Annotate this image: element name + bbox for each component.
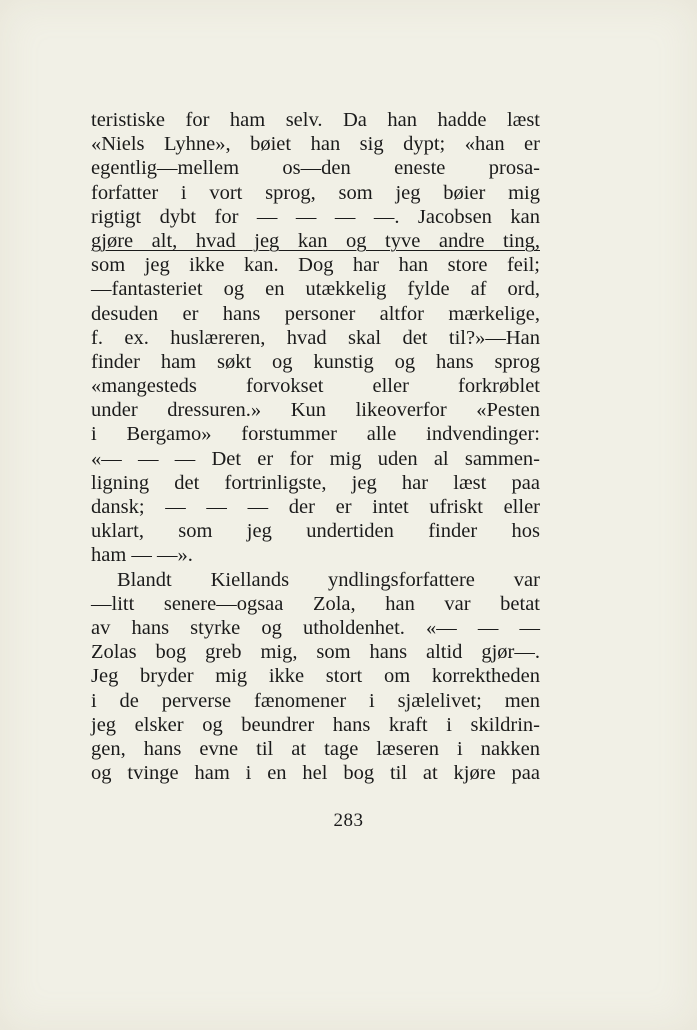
text-line-20: Blandt Kiellands yndlingsforfattere var (117, 568, 540, 591)
text-line-28: og tvinge ham i en hel bog til at kjøre paa (91, 762, 540, 785)
text-line-27: gen, hans evne til at tage læseren i nakken (91, 737, 540, 760)
text-line-24: Jeg bryder mig ikke stort om korrektheden (91, 665, 540, 688)
body-text (91, 108, 540, 785)
text-line-1: teristiske for ham selv. Da han hadde læst (91, 109, 540, 131)
text-line-9: desuden er hans personer altfor mærkelige, (91, 302, 540, 325)
text-line-5: rigtigt dybt for — — — —. Jacobsen kan (91, 205, 540, 228)
text-line-15: «— — — Det er for mig uden al sammen- (91, 447, 540, 470)
text-line-3: egentlig—mellem os—den eneste prosa- (91, 157, 540, 180)
text-line-12: «mangesteds forvokset eller forkrøblet (91, 375, 540, 398)
text-line-7: som jeg ikke kan. Dog har han store feil; (91, 254, 540, 277)
text-line-26: jeg elsker og beundrer hans kraft i skildrin- (91, 713, 540, 736)
text-line-16: ligning det fortrinligste, jeg har læst paa (91, 471, 540, 494)
text-line-19: ham — —». (91, 544, 193, 567)
text-line-2: «Niels Lyhne», bøiet han sig dypt; «han er (91, 133, 540, 156)
text-line-17: dansk; — — — der er intet ufriskt eller (91, 496, 540, 518)
text-line-14: i Bergamo» forstummer alle indvendinger: (91, 423, 540, 446)
text-line-13: under dressuren.» Kun likeoverfor «Pesten (91, 399, 540, 422)
text-line-22: av hans styrke og utholdenhet. «— — — (91, 616, 540, 639)
text-line-23: Zolas bog greb mig, som hans altid gjør—. (91, 641, 540, 664)
text-line-10: f. ex. huslæreren, hvad skal det til?»—Han (91, 326, 540, 349)
text-line-21: —litt senere—ogsaa Zola, han var betat (91, 592, 540, 615)
text-line-4: forfatter i vort sprog, som jeg bøier mig (91, 181, 540, 204)
page-number: 283 (333, 810, 364, 831)
text-line-18: uklart, som jeg undertiden finder hos (91, 520, 540, 543)
text-line-25: i de perverse fænomener i sjælelivet; men (91, 689, 540, 712)
text-line-8: —fantasteriet og en utækkelig fylde af ord, (91, 278, 540, 301)
text-line-6: gjøre alt, hvad jeg kan og tyve andre ting, (91, 229, 540, 252)
text-line-11: finder ham søkt og kunstig og hans sprog (91, 350, 540, 373)
